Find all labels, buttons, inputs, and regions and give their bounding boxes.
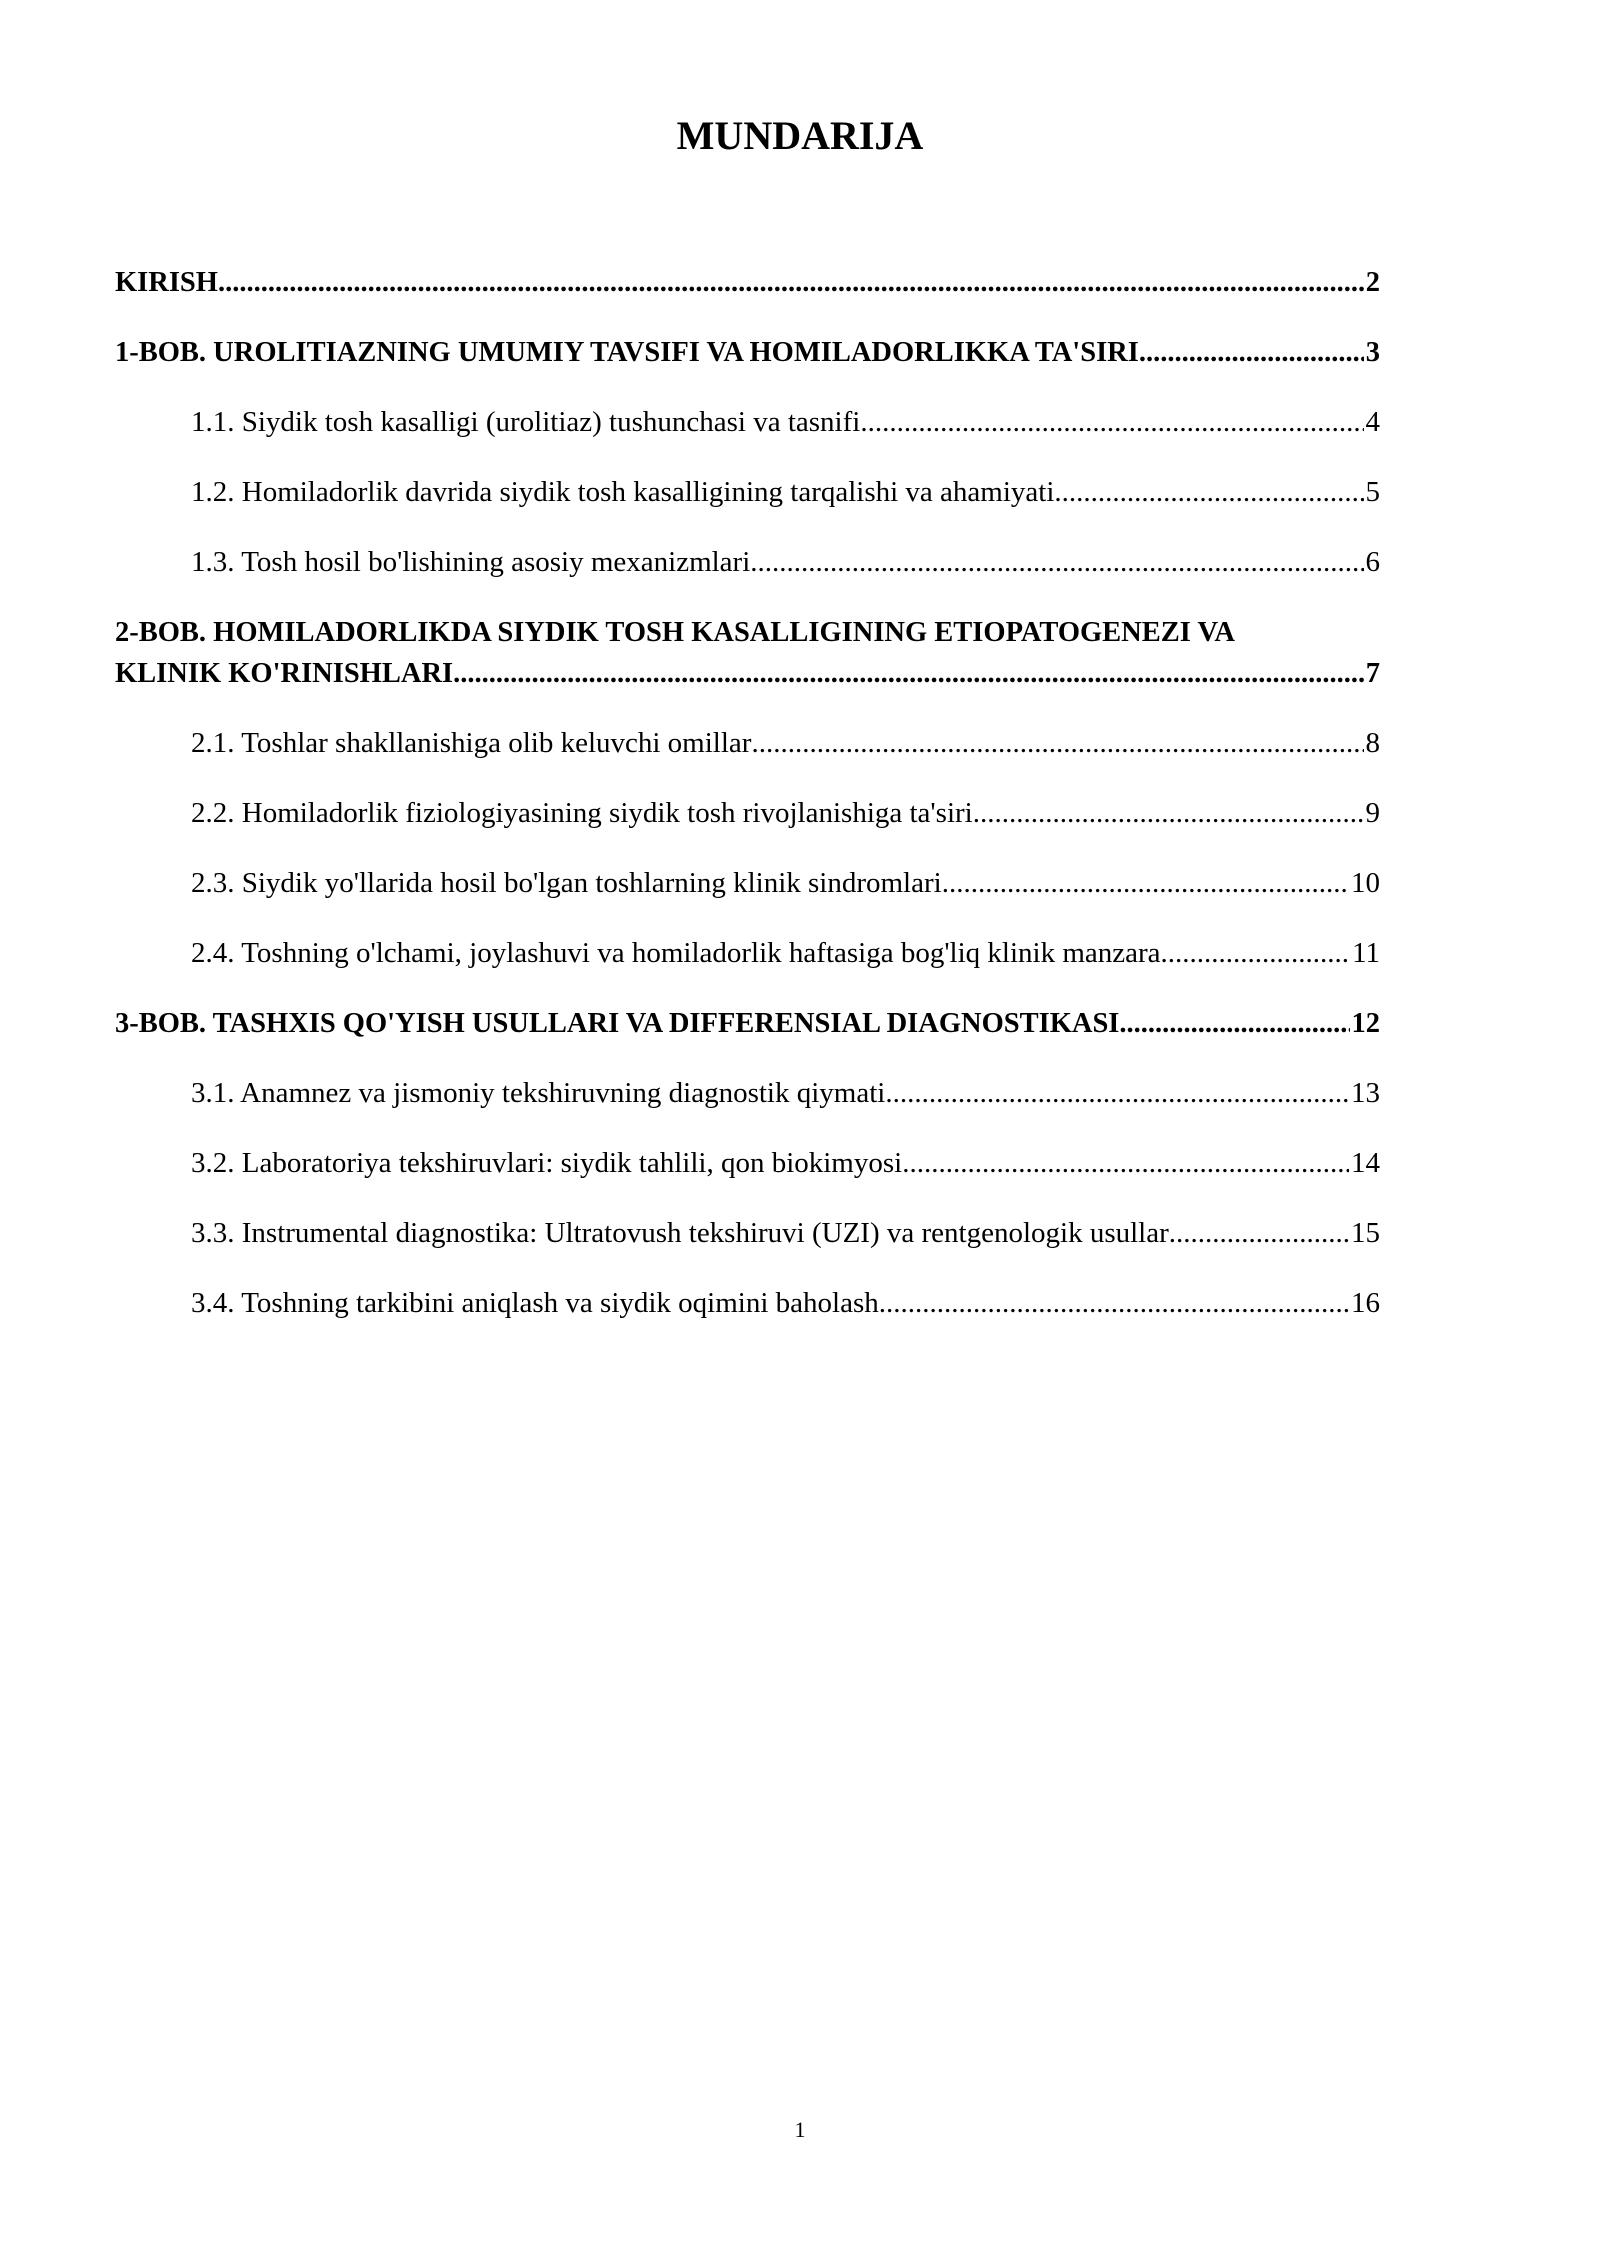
toc-entry-chapter-3[interactable] [115,1003,1380,1044]
toc-entry-label: 2.4. Toshning o'lchami, joylashuvi va homiladorlik haftasiga bog'liq klinik manzara [191,937,1161,969]
toc-entry-label: 2.2. Homiladorlik fiziologiyasining siydik tosh rivojlanishiga ta'siri [191,797,973,829]
dot-leader [218,262,1364,303]
toc-page-number: 10 [1351,867,1380,899]
toc-entry-section-3-2[interactable] [115,1143,1380,1184]
page-title: MUNDARIJA [676,113,924,158]
dot-leader [1139,332,1364,373]
toc-entry-label: 3.1. Anamnez va jismoniy tekshiruvning diagnostik qiymati [191,1077,886,1109]
dot-leader [1161,933,1351,974]
table-of-contents [115,262,1380,1353]
toc-page-number: 4 [1365,406,1380,438]
toc-entry-section-3-1[interactable] [115,1073,1380,1114]
dot-leader [1054,472,1363,513]
toc-entry-chapter-1[interactable] [115,332,1380,373]
toc-entry-section-2-2[interactable] [115,793,1380,834]
toc-entry-section-3-4[interactable] [115,1283,1380,1324]
toc-entry-label: 3.4. Toshning tarkibini aniqlash va siydik oqimini baholash [191,1287,879,1319]
toc-entry-label: 3.3. Instrumental diagnostika: Ultratovush tekshiruvi (UZI) va rentgenologik usullar [191,1217,1169,1249]
toc-entry-section-2-1[interactable] [115,723,1380,764]
toc-page-number: 11 [1352,937,1380,969]
dot-leader [1119,1003,1349,1044]
toc-entry-section-1-1[interactable] [115,402,1380,443]
toc-page-number: 7 [1365,658,1380,689]
toc-entry-label: 1.2. Homiladorlik davrida siydik tosh kasalligining tarqalishi va ahamiyati [191,476,1055,508]
toc-entry-label: 1-BOB. UROLITIAZNING UMUMIY TAVSIFI VA HOMILADORLIKKA TA'SIRI [115,337,1139,368]
dot-leader [751,723,1363,764]
toc-entry-label: 2.3. Siydik yo'llarida hosil bo'lgan toshlarning klinik sindromlari [191,867,942,899]
toc-entry-label: 1.3. Tosh hosil bo'lishining asosiy mexanizmlari [191,546,751,578]
toc-page-number: 3 [1365,337,1380,368]
dot-leader [902,1143,1349,1184]
dot-leader [860,402,1363,443]
toc-entry-label: 1.1. Siydik tosh kasalligi (urolitiaz) tushunchasi va tasnifi [191,406,861,438]
toc-entry-section-1-2[interactable] [115,472,1380,513]
dot-leader [1169,1213,1349,1254]
toc-entry-label: 3.2. Laboratoriya tekshiruvlari: siydik tahlili, qon biokimyosi [191,1147,903,1179]
page-number-footer: 1 [794,2117,806,2142]
dot-leader [942,863,1349,904]
dot-leader [750,542,1363,583]
toc-page-number: 14 [1351,1147,1380,1179]
toc-page-number: 2 [1365,267,1380,298]
dot-leader [973,793,1364,834]
toc-entry-kirish[interactable] [115,262,1380,303]
toc-entry-section-3-3[interactable] [115,1213,1380,1254]
toc-entry-label: 2.1. Toshlar shakllanishiga olib keluvchi omillar [191,727,752,759]
toc-entry-section-2-3[interactable] [115,863,1380,904]
toc-entry-label: KIRISH [115,267,218,298]
toc-page-number: 6 [1365,546,1380,578]
toc-entry-section-1-3[interactable] [115,542,1380,583]
toc-page-number: 8 [1365,727,1380,759]
toc-entry-label-line-2: KLINIK KO'RINISHLARI [115,658,454,689]
dot-leader [879,1283,1349,1324]
toc-page-number: 16 [1351,1287,1380,1319]
toc-page-number: 5 [1365,476,1380,508]
dot-leader [885,1073,1349,1114]
toc-entry-chapter-2[interactable] [115,612,1380,694]
dot-leader [453,653,1364,694]
toc-entry-label-line-1: 2-BOB. HOMILADORLIKDA SIYDIK TOSH KASALLIGINING ETIOPATOGENEZI VA [115,617,1235,648]
toc-entry-label: 3-BOB. TASHXIS QO'YISH USULLARI VA DIFFERENSIAL DIAGNOSTIKASI [115,1008,1120,1039]
toc-page-number: 12 [1351,1008,1380,1039]
toc-page-number: 13 [1351,1077,1380,1109]
toc-page-number: 9 [1365,797,1380,829]
toc-entry-section-2-4[interactable] [115,933,1380,974]
toc-page-number: 15 [1351,1217,1380,1249]
